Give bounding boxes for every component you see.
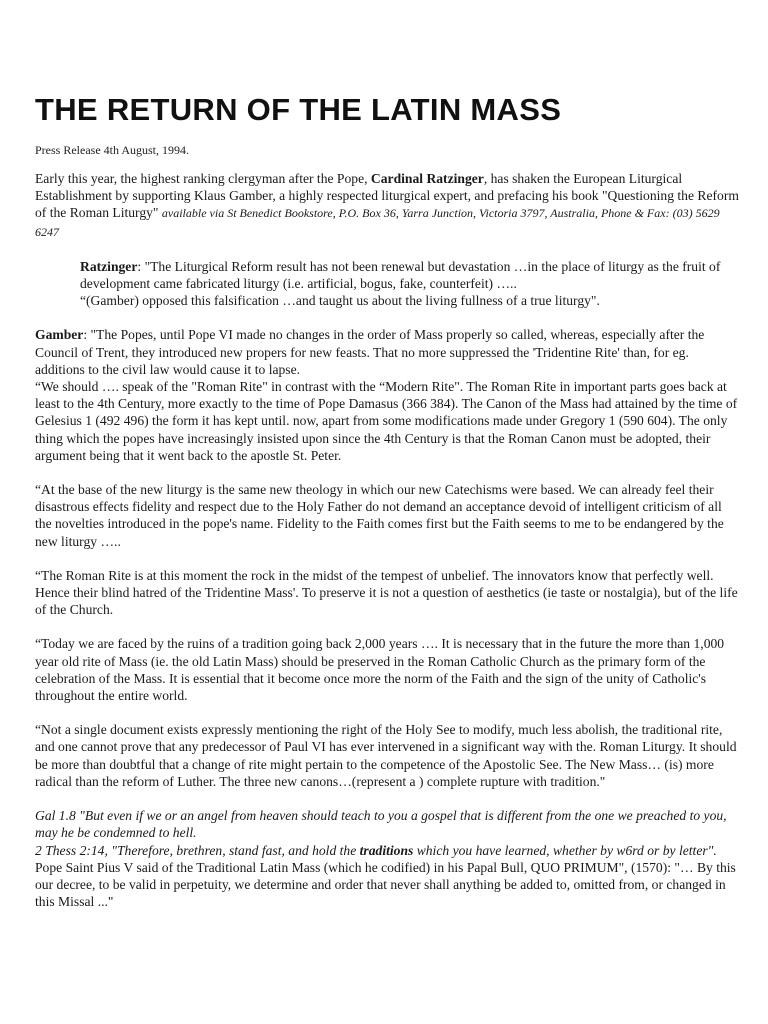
thess-text: 2 Thess 2:14, "Therefore, brethren, stand fast, and hold the [35,842,360,858]
article-body [35,170,739,910]
gamber-label: Gamber [35,327,84,343]
gamber-opposed-quote: “(Gamber) opposed this falsification …and taught us about the living fullness of a true liturgy". [80,293,600,309]
cardinal-name: Cardinal Ratzinger [370,171,484,186]
intro-paragraph [35,170,739,241]
scripture-galatians: Gal 1.8 "But even if we or an angel from heaven should teach to you a gospel that is different from the one we preached to you, may he be condemned to hell. [35,808,727,841]
roman-rite-paragraph: “We should …. speak of the "Roman Rite" in contrast with the “Modern Rite". The Roman Rite in important parts goes back at least to the 4th Century, more exactly to the time of Pope Damasus (366 384). The Canon of the Mass had attained by the time of Gelesius 1 (492 496) the form it has kept until. now, apart from some modifications made under Gregory 1 (590 604). The only thing which the popes have increasingly insisted upon since the 4th Century is that the Roman Canon must be adopted, their argument being that it went back to the apostle St. Peter. [35,379,738,463]
page-title: THE RETURN OF THE LATIN MASS [35,92,562,127]
gamber-quote [35,326,739,378]
ratzinger-label: Ratzinger [80,258,138,274]
traditions-word: traditions [359,842,414,858]
paragraph-holy-see: “Not a single document exists expressly mentioning the right of the Holy See to modify, much less abolish, the traditional rite, and one cannot prove that any predecessor of Paul VI has ever intervened in a significant way with the. Roman Liturgy. It should be more than doubtful that a change of rite might pertain to the competence of the Apostolic See. The New Mass… (is) more radical than the reform of Luther. The three new canons…(represent a ) complete rupture with tradition." [35,722,737,789]
paragraph-new-liturgy: “At the base of the new liturgy is the same new theology in which our new Catechisms were based. We can already feel their disastrous effects fidelity and respect due to the Holy Father do not demand an acceptance devoid of intelligent criticism of all the novelties introduced in the pope's name. Fidelity to the Faith comes first but the Faith seems to me to be endangered by the new liturgy ….. [35,482,724,549]
thess-text-continued: which you have learned, whether by w6rd or by letter". [413,842,717,858]
ratzinger-quote [35,258,739,292]
paragraph-roman-rite-rock: “The Roman Rite is at this moment the rock in the midst of the tempest of unbelief. The innovators know that perfectly well. Hence their blind hatred of the Tridentine Mass'. To preserve it is not a question of aesthetics (ie taste or nostalgia), but of the life of the Church. [35,567,738,618]
intro-text: Early this year, the highest ranking clergyman after the Pope, [35,171,371,186]
pius-v-quote: Pope Saint Pius V said of the Traditional Latin Mass (which he codified) in his Papal Bull, QUO PRIMUM", (1570): "… By this our decree, to be valid in perpetuity, we determine and order that never shall anything be added to, omitted from, or changed in this Missal ..." [35,859,736,910]
press-release-line: Press Release 4th August, 1994. [35,143,189,157]
gamber-text: : "The Popes, until Pope VI made no changes in the order of Mass properly so called, whereas, especially after the Council of Trent, they introduced new propers for new feasts. That no more suppressed the 'Tridentine Rite' than, for eg. additions to the civil law would cause it to lapse. [35,327,705,377]
bookstore-note: available via St Benedict Bookstore, P.O. Box 36, Yarra Junction, Victoria 3797, Australia, Phone & Fax: (03) 5629 6247 [35,206,720,239]
paragraph-ruins-of-tradition: “Today we are faced by the ruins of a tradition going back 2,000 years …. It is necessary that in the future the more than 1,000 year old rite of Mass (ie. the old Latin Mass) should be preserved in the Roman Catholic Church as the primary form of the celebration of the Mass. It is essential that it become once more the norm of the Faith and the sign of the unity of Catholic's throughout the entire world. [35,636,725,704]
intro-text-continued: , has shaken the European Liturgical Establishment by supporting Klaus Gamber, a highly respected liturgical expert, and prefacing his book "Questioning the Reform of the Roman Liturgy" [35,171,739,221]
scripture-thessalonians [35,842,739,859]
ratzinger-text: : "The Liturgical Reform result has not been renewal but devastation …in the place of liturgy as the fruit of development came fabricated liturgy (i.e. artificial, bogus, fake, counterfeit) ….. [80,258,721,292]
